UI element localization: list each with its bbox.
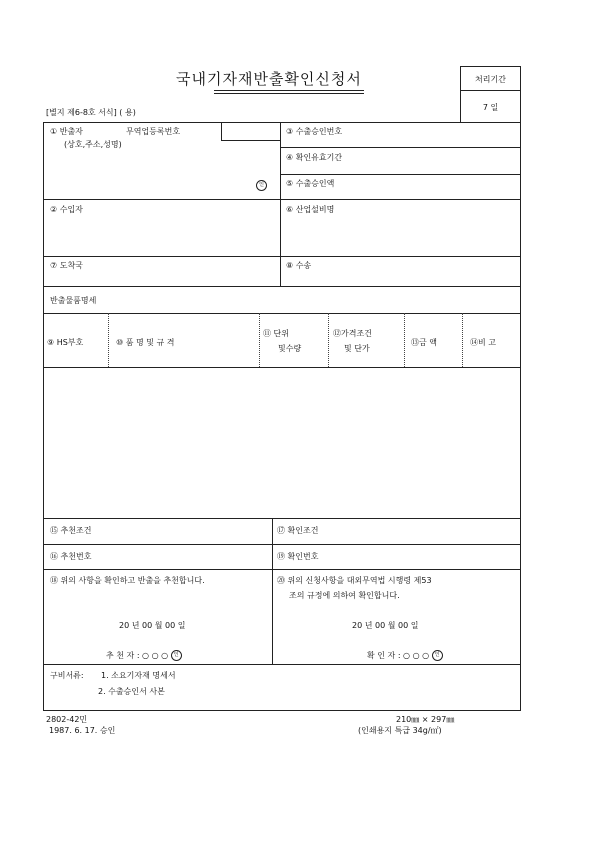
divider	[43, 313, 521, 314]
recommend-signer-text: 추 천 자 : ○ ○ ○	[106, 651, 169, 660]
col-remarks: ⑭비 고	[470, 338, 496, 347]
footer-paper: (인쇄용지 특급 34g/㎡)	[358, 726, 442, 735]
form-frame	[43, 122, 521, 711]
processing-value: 7 일	[482, 103, 499, 112]
export-approval-no-label: ③ 수출승인번호	[286, 127, 343, 136]
divider	[43, 256, 521, 257]
divider	[221, 122, 222, 140]
col-price-line2: 및 단가	[344, 344, 370, 353]
destination-label: ⑦ 도착국	[50, 261, 83, 270]
processing-divider	[460, 90, 521, 91]
title-underline	[214, 90, 364, 91]
confirm-statement-line1: ⑳ 위의 신청사항을 대외무역법 시행령 제53	[277, 576, 432, 585]
footer-approval: 1987. 6. 17. 승인	[49, 726, 116, 735]
divider	[43, 544, 521, 545]
recommend-date: 20 년 00 월 00 일	[119, 621, 186, 630]
title-underline-2	[214, 93, 364, 94]
form-title: 국내기자재반출확인신청서	[176, 70, 362, 88]
divider	[43, 367, 521, 368]
divider	[280, 174, 521, 175]
divider	[43, 664, 521, 665]
recommend-signer	[106, 650, 182, 661]
confirm-signer	[367, 650, 443, 661]
attachment-item-2: 2. 수출승인서 사본	[98, 687, 165, 696]
processing-label: 처리기간	[475, 75, 506, 84]
items-section-title: 반출물품명세	[50, 296, 97, 305]
column-divider	[259, 313, 260, 367]
divider	[43, 518, 521, 519]
divider	[43, 286, 521, 287]
confirm-condition-label: ⑰ 확인조건	[277, 526, 319, 535]
transport-label: ⑧ 수송	[286, 261, 312, 270]
seal-icon: 인	[256, 180, 267, 191]
trade-registration-label: 무역업등록번호	[126, 127, 181, 136]
col-price-line1: ⑫가격조건	[333, 329, 372, 338]
industrial-facility-label: ⑥ 산업설비명	[286, 205, 335, 214]
divider	[272, 518, 273, 664]
col-item-name: ⑩ 품 명 및 규 격	[116, 338, 175, 347]
recommend-number-label: ⑯ 추천번호	[50, 552, 92, 561]
exporter-sublabel: (상호,주소,성명)	[64, 140, 122, 149]
form-subtitle: [별지 제6-8호 서식] ( 용)	[46, 108, 136, 117]
divider	[43, 569, 521, 570]
attachments-label: 구비서류:	[50, 671, 84, 680]
divider	[43, 199, 521, 200]
divider	[280, 147, 521, 148]
exporter-seal	[256, 180, 267, 191]
confirm-number-label: ⑲ 확인번호	[277, 552, 319, 561]
divider	[221, 140, 280, 141]
col-amount: ⑬금 액	[411, 338, 437, 347]
attachment-item-1: 1. 소요기자재 명세서	[101, 671, 176, 680]
column-divider	[328, 313, 329, 367]
export-approval-amount-label: ⑤ 수출승인액	[286, 179, 335, 188]
footer-code: 2802-42민	[46, 715, 88, 724]
seal-icon: 인	[171, 650, 182, 661]
col-unit-line2: 및수량	[278, 344, 302, 353]
recommend-statement: ⑱ 위의 사항을 확인하고 반출을 추천합니다.	[50, 576, 205, 585]
confirm-signer-text: 확 인 자 : ○ ○ ○	[367, 651, 430, 660]
confirm-statement-line2: 조의 규정에 의하여 확인합니다.	[289, 591, 400, 600]
col-unit-line1: ⑪ 단위	[263, 329, 289, 338]
valid-period-label: ④ 확인유효기간	[286, 153, 343, 162]
column-divider	[404, 313, 405, 367]
footer-size: 210㎜ × 297㎜	[396, 715, 455, 724]
seal-icon: 인	[432, 650, 443, 661]
column-divider	[108, 313, 109, 367]
recommend-condition-label: ⑮ 추천조건	[50, 526, 92, 535]
col-hs-code: ⑨ HS부호	[47, 338, 84, 347]
exporter-label: ① 반출자	[50, 127, 83, 136]
column-divider	[462, 313, 463, 367]
importer-label: ② 수입자	[50, 205, 83, 214]
confirm-date: 20 년 00 월 00 일	[352, 621, 419, 630]
